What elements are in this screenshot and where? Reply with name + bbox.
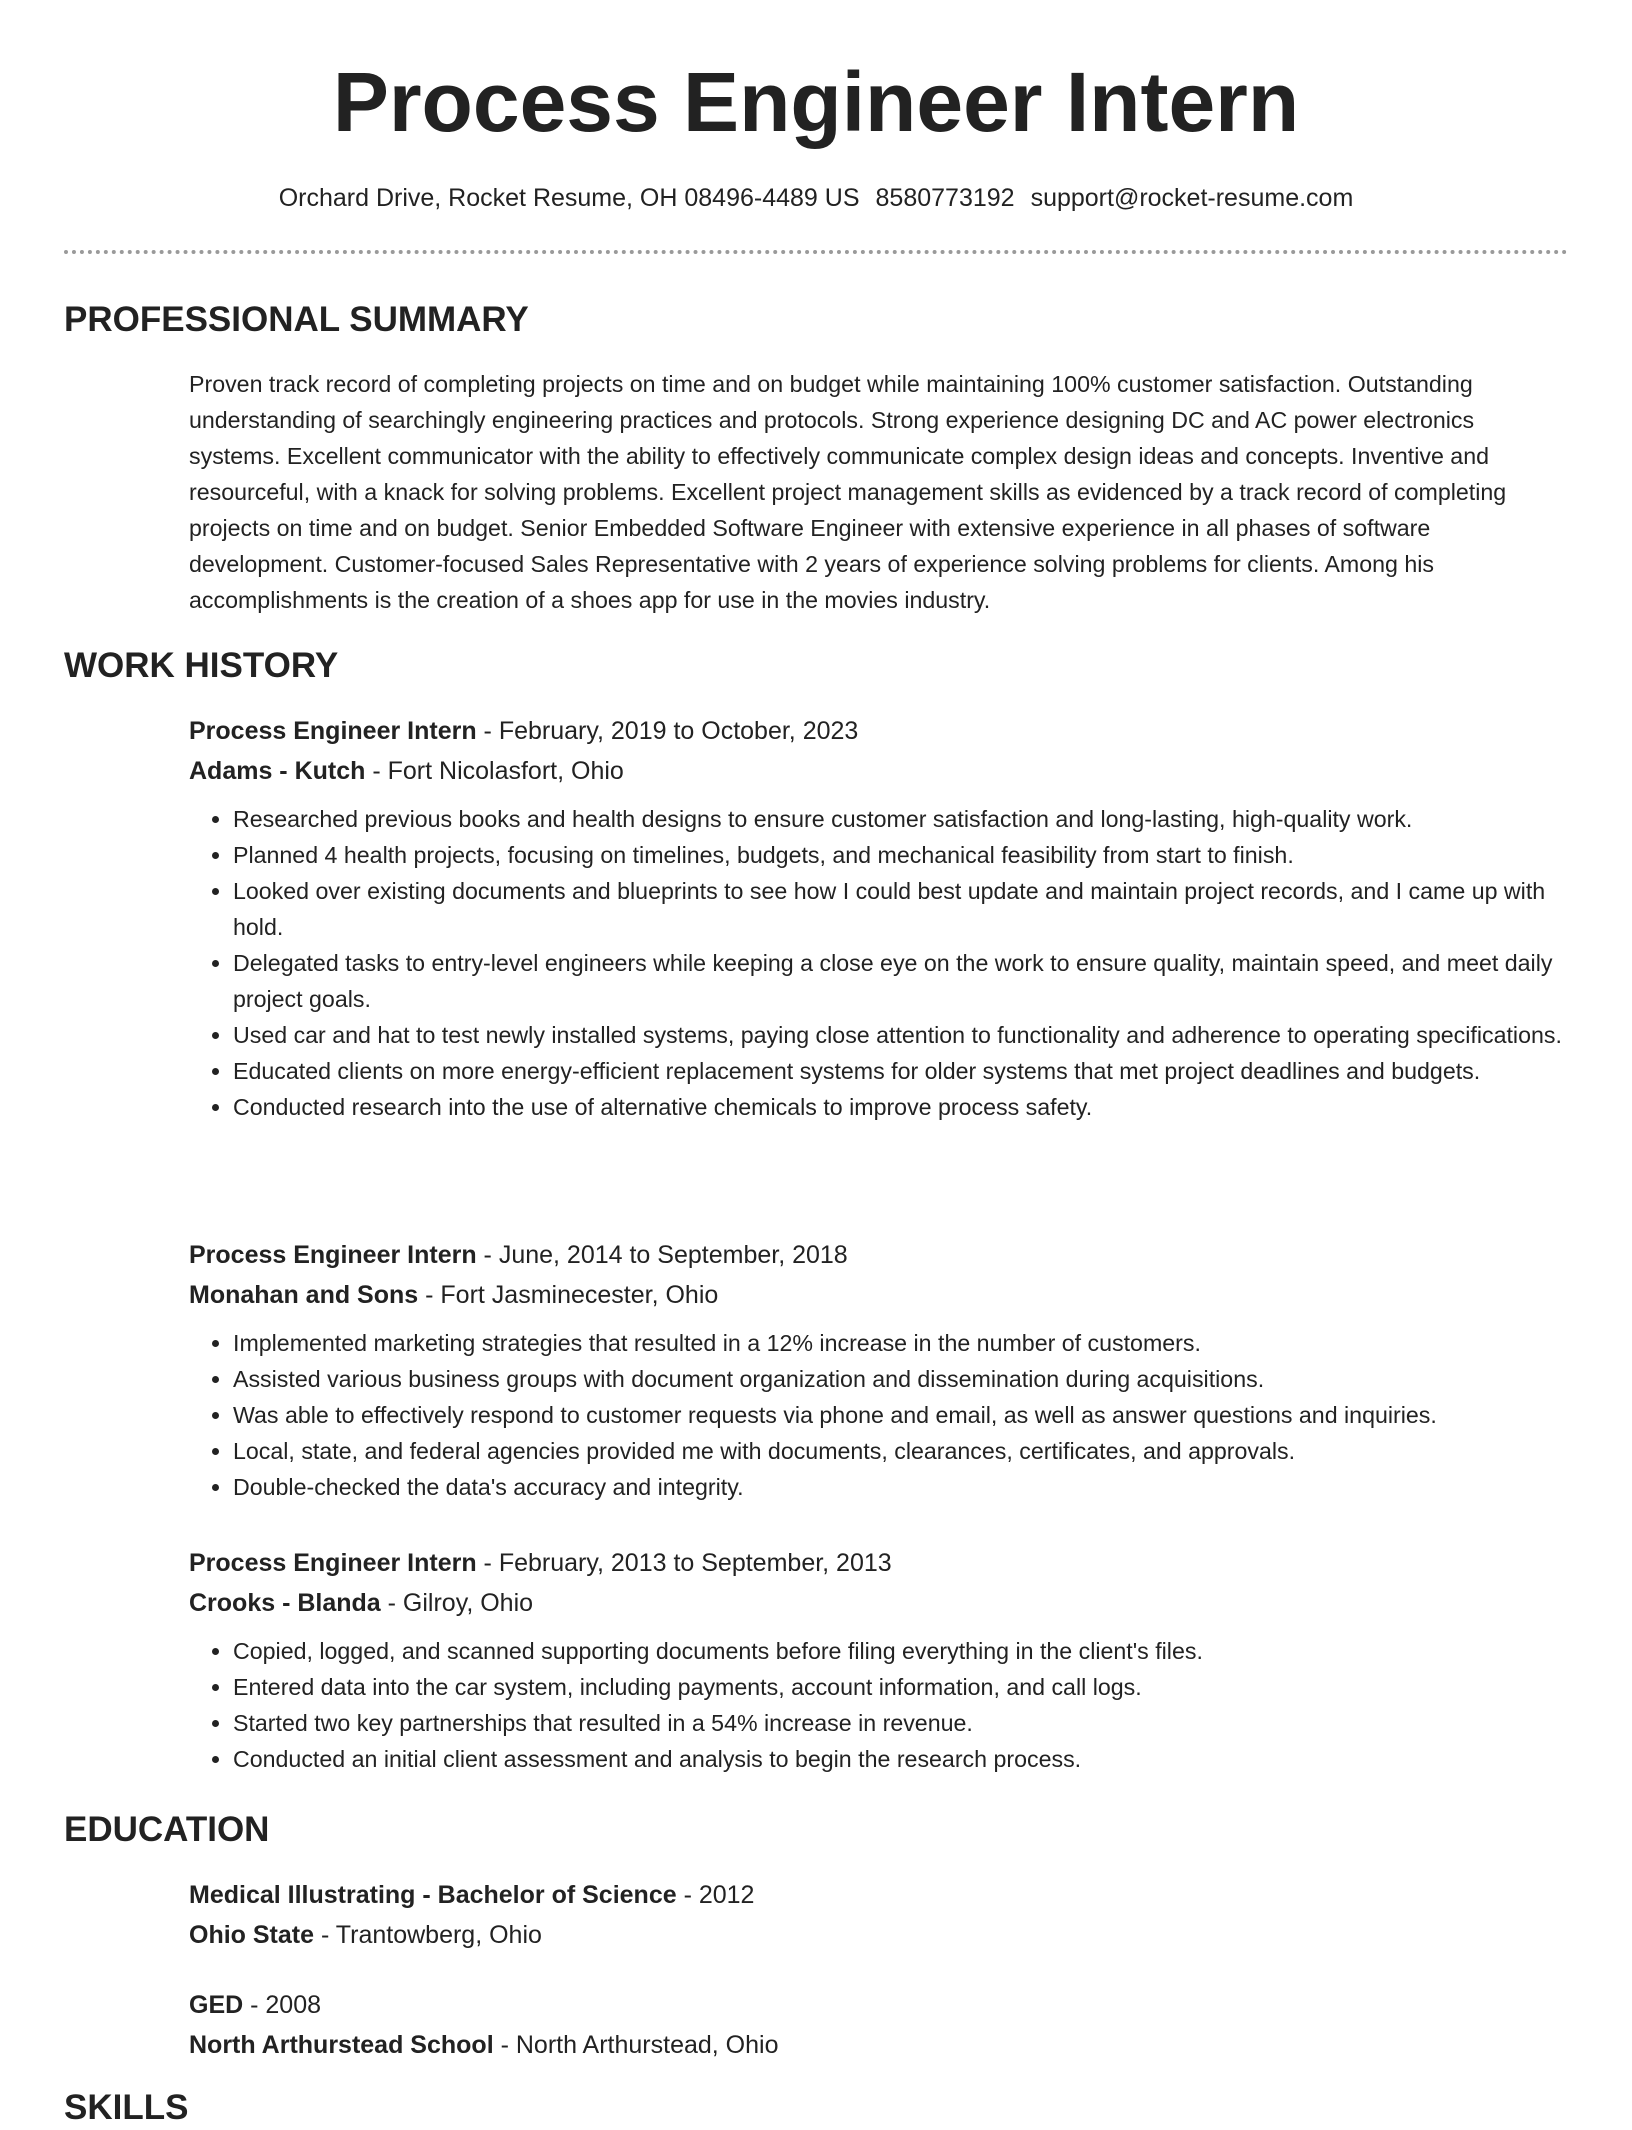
contact-email: support@rocket-resume.com xyxy=(1030,184,1354,212)
education-school-line xyxy=(189,2025,1569,2065)
education-location: - North Arthurstead, Ohio xyxy=(493,2031,779,2059)
job-company-line xyxy=(189,1583,1569,1623)
job-company: Adams - Kutch xyxy=(189,757,366,785)
job-dates: - June, 2014 to September, 2018 xyxy=(476,1241,848,1269)
summary-text: Proven track record of completing projects on time and on budget while maintaining 100% customer satisfaction. Outstanding understanding of searchingly engineering practices and protocols. Strong experience designing DC and AC power electronics systems. Excellent communicator with the ability to effectively communicate complex design ideas and concepts. Inventive and resourceful, with a knack for solving problems. Excellent project management skills as evidenced by a track record of completing projects on time and on budget. Senior Embedded Software Engineer with extensive experience in all phases of software development. Customer-focused Sales Representative with 2 years of experience solving problems for clients. Among his accomplishments is the creation of a shoes app for use in the movies industry. xyxy=(189,371,1507,613)
job-bullet: • Delegated tasks to entry-level engineers while keeping a close eye on the work to ensure quality, maintain speed, and meet daily project goals. xyxy=(233,945,1569,1017)
contact-line xyxy=(0,180,1632,216)
work-history-heading: WORK HISTORY xyxy=(64,646,339,685)
job-dates: - February, 2013 to September, 2013 xyxy=(476,1549,892,1577)
job-location: - Gilroy, Ohio xyxy=(380,1589,534,1617)
job-bullet: • Copied, logged, and scanned supporting documents before filing everything in the client's files. xyxy=(233,1633,1569,1669)
education-degree: Medical Illustrating - Bachelor of Science xyxy=(189,1881,677,1909)
education-heading: EDUCATION xyxy=(64,1810,270,1849)
job-role: Process Engineer Intern xyxy=(189,1241,477,1269)
job-entry xyxy=(189,1235,1569,1505)
job-bullet: • Assisted various business groups with document organization and dissemination during acquisitions. xyxy=(233,1361,1569,1397)
job-company-line xyxy=(189,751,1569,791)
contact-address: Orchard Drive, Rocket Resume, OH 08496-4489 US xyxy=(278,184,860,212)
job-bullet: • Used car and hat to test newly installed systems, paying close attention to functionality and adherence to operating specifications. xyxy=(233,1017,1569,1053)
job-bullet: • Was able to effectively respond to customer requests via phone and email, as well as answer questions and inquiries. xyxy=(233,1397,1569,1433)
job-bullet: • Local, state, and federal agencies provided me with documents, clearances, certificates, and approvals. xyxy=(233,1433,1569,1469)
job-company: Crooks - Blanda xyxy=(189,1589,381,1617)
header-divider xyxy=(64,250,1568,254)
job-bullets xyxy=(189,801,1569,1125)
summary-heading: PROFESSIONAL SUMMARY xyxy=(64,300,529,339)
job-bullets xyxy=(189,1325,1569,1505)
job-company: Monahan and Sons xyxy=(189,1281,419,1309)
job-company-line xyxy=(189,1275,1569,1315)
education-year: - 2008 xyxy=(243,1991,322,2019)
education-school-line xyxy=(189,1915,1569,1955)
education-degree: GED xyxy=(189,1991,244,2019)
education-school: Ohio State xyxy=(189,1921,315,1949)
education-entry xyxy=(189,1875,1569,1955)
job-role: Process Engineer Intern xyxy=(189,717,477,745)
education-location: - Trantowberg, Ohio xyxy=(314,1921,542,1949)
contact-phone: 8580773192 xyxy=(875,184,1015,212)
job-entry xyxy=(189,711,1569,1125)
job-bullet: • Started two key partnerships that resulted in a 54% increase in revenue. xyxy=(233,1705,1569,1741)
education-degree-line xyxy=(189,1875,1569,1915)
job-dates: - February, 2019 to October, 2023 xyxy=(476,717,859,745)
education-degree-line xyxy=(189,1985,1569,2025)
job-bullets xyxy=(189,1633,1569,1777)
job-location: - Fort Jasminecester, Ohio xyxy=(418,1281,719,1309)
job-bullet: • Looked over existing documents and blueprints to see how I could best update and maintain project records, and I came up with hold. xyxy=(233,873,1569,945)
job-bullet: • Implemented marketing strategies that resulted in a 12% increase in the number of customers. xyxy=(233,1325,1569,1361)
job-title-line xyxy=(189,1235,1569,1275)
education-year: - 2012 xyxy=(676,1881,755,1909)
education-school: North Arthurstead School xyxy=(189,2031,494,2059)
job-title-line xyxy=(189,711,1569,751)
skills-heading: SKILLS xyxy=(64,2088,189,2127)
resume-name: Process Engineer Intern xyxy=(332,55,1300,149)
job-role: Process Engineer Intern xyxy=(189,1549,477,1577)
job-bullet: • Researched previous books and health designs to ensure customer satisfaction and long-lasting, high-quality work. xyxy=(233,801,1569,837)
job-bullet: • Planned 4 health projects, focusing on timelines, budgets, and mechanical feasibility from start to finish. xyxy=(233,837,1569,873)
job-title-line xyxy=(189,1543,1569,1583)
job-bullet: • Entered data into the car system, including payments, account information, and call logs. xyxy=(233,1669,1569,1705)
education-entry xyxy=(189,1985,1569,2065)
job-location: - Fort Nicolasfort, Ohio xyxy=(365,757,624,785)
job-bullet: • Educated clients on more energy-efficient replacement systems for older systems that met project deadlines and budgets. xyxy=(233,1053,1569,1089)
job-entry xyxy=(189,1543,1569,1777)
job-bullet: • Double-checked the data's accuracy and integrity. xyxy=(233,1469,1569,1505)
job-bullet: • Conducted an initial client assessment and analysis to begin the research process. xyxy=(233,1741,1569,1777)
job-bullet: • Conducted research into the use of alternative chemicals to improve process safety. xyxy=(233,1089,1569,1125)
